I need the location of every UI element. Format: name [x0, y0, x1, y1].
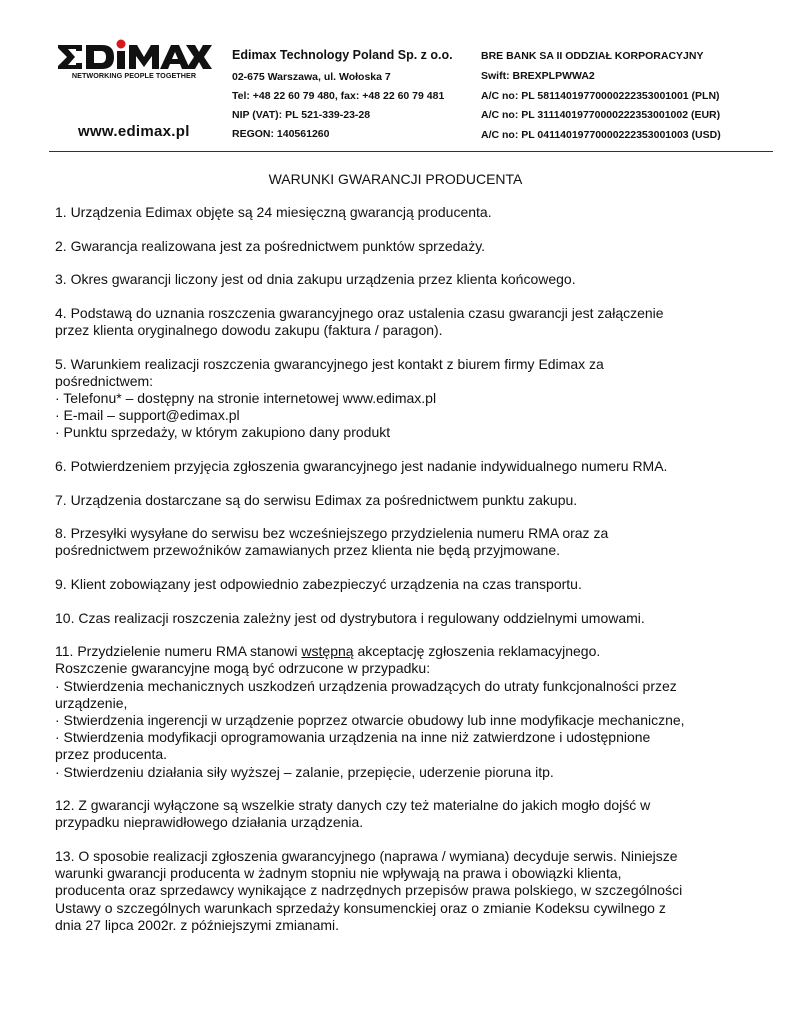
text-line: przez klienta oryginalnego dowodu zakupu (faktura / paragon).: [55, 321, 443, 338]
company-nip: NIP (VAT): PL 521-339-23-28: [232, 109, 371, 121]
text-line: 8. Przesyłki wysyłane do serwisu bez wcześniejszego przydzielenia numeru RMA oraz za: [55, 525, 609, 542]
company-name: Edimax Technology Poland Sp. z o.o.: [232, 48, 453, 62]
contact-email-item: · E-mail – support@edimax.pl: [55, 407, 240, 424]
underlined-word: wstępną: [301, 643, 354, 660]
paragraph-4: [55, 305, 755, 339]
header-divider: [49, 151, 773, 152]
company-regon: REGON: 140561260: [232, 128, 330, 140]
paragraph-6: [55, 458, 755, 475]
text-line: pośrednictwem przewoźników zamawianych przez klienta nie będą przyjmowane.: [55, 542, 561, 559]
text-line: Ustawy o szczególnych warunkach sprzedaży konsumenckiej oraz o zmianie Kodeksu cywilnego z: [55, 899, 666, 916]
text-line: 2. Gwarancja realizowana jest za pośrednictwem punktów sprzedaży.: [55, 237, 486, 254]
paragraph-9: [55, 576, 755, 593]
website-url[interactable]: www.edimax.pl: [78, 123, 190, 140]
text-line: warunki gwarancji producenta w żadnym stopniu nie wpływają na prawa i obowiązki klienta,: [55, 865, 622, 882]
text-line: przez producenta.: [55, 746, 168, 763]
warranty-terms: [55, 204, 755, 950]
paragraph-5: [55, 356, 755, 442]
text-line: 13. O sposobie realizacji zgłoszenia gwarancyjnego (naprawa / wymiana) decyduje serwis. Niniejsze: [55, 847, 678, 864]
bank-info: [481, 48, 721, 147]
text-run: akceptację zgłoszenia reklamacyjnego.: [353, 643, 601, 660]
paragraph-1: [55, 204, 755, 221]
company-address: 02-675 Warszawa, ul. Wołoska 7: [232, 71, 391, 83]
text-line: dnia 27 lipca 2002r. z późniejszymi zmianami.: [55, 916, 340, 933]
paragraph-12: [55, 797, 755, 831]
paragraph-7: [55, 492, 755, 509]
text-line: urządzenie,: [55, 694, 128, 711]
document-title: WARUNKI GWARANCJI PRODUCENTA: [268, 171, 523, 187]
edimax-logo-mark: [56, 38, 212, 70]
logo-red-dot: [117, 40, 126, 49]
paragraph-3: [55, 271, 755, 288]
exclusion-item: · Stwierdzeniu działania siły wyższej – zalanie, przepięcie, uderzenie pioruna itp.: [55, 763, 554, 780]
text-line: 5. Warunkiem realizacji roszczenia gwarancyjnego jest kontakt z biurem firmy Edimax za: [55, 355, 604, 372]
text-line: 1. Urządzenia Edimax objęte są 24 miesięczną gwarancją producenta.: [55, 204, 492, 220]
text-line: 6. Potwierdzeniem przyjęcia zgłoszenia gwarancyjnego jest nadanie indywidualnego numeru RMA.: [55, 457, 668, 474]
bank-account-pln: A/C no: PL 58114019770000222353001001 (PLN): [481, 89, 720, 102]
paragraph-8: [55, 525, 755, 559]
paragraph-2: [55, 238, 755, 255]
contact-phone-item: · Telefonu* – dostępny na stronie internetowej www.edimax.pl: [55, 389, 437, 406]
contact-shop-item: · Punktu sprzedaży, w którym zakupiono dany produkt: [55, 424, 391, 441]
text-line: 4. Podstawą do uznania roszczenia gwarancyjnego oraz ustalenia czasu gwarancji jest załączenie: [55, 304, 664, 321]
letterhead: [0, 0, 791, 152]
text-line: 3. Okres gwarancji liczony jest od dnia zakupu urządzenia przez klienta końcowego.: [55, 271, 576, 288]
paragraph-10: [55, 610, 755, 627]
text-line: pośrednictwem:: [55, 372, 154, 389]
company-info: [232, 46, 453, 144]
bank-account-eur: A/C no: PL 31114019770000222353001002 (EUR): [481, 109, 721, 122]
text-line: 7. Urządzenia dostarczane są do serwisu Edimax za pośrednictwem punktu zakupu.: [55, 491, 578, 508]
bank-account-usd: A/C no: PL 04114019770000222353001003 (USD): [481, 129, 721, 142]
text-line: 10. Czas realizacji roszczenia zależny jest od dystrybutora i regulowany oddzielnymi umowami.: [55, 609, 645, 626]
paragraph-13: [55, 848, 755, 934]
text-line: Roszczenie gwarancyjne mogą być odrzucone w przypadku:: [55, 660, 431, 677]
company-phone: Tel: +48 22 60 79 480, fax: +48 22 60 79 481: [232, 90, 445, 102]
edimax-logo: [56, 38, 212, 80]
text-line: 9. Klient zobowiązany jest odpowiednio zabezpieczyć urządzenia na czas transportu.: [55, 575, 582, 592]
logo-tagline: NETWORKING PEOPLE TOGETHER: [71, 71, 197, 80]
exclusion-item: · Stwierdzenia ingerencji w urządzenie poprzez otwarcie obudowy lub inne modyfikacje mechaniczne,: [55, 711, 685, 728]
exclusion-item: · Stwierdzenia mechanicznych uszkodzeń urządzenia prowadzących do utraty funkcjonalności przez: [55, 677, 677, 694]
text-run: 11. Przydzielenie numeru RMA stanowi: [55, 643, 302, 660]
bank-swift: Swift: BREXPLPWWA2: [481, 70, 595, 82]
text-line: 12. Z gwarancji wyłączone są wszelkie straty danych czy też materialne do jakich mogło dojść w: [55, 797, 651, 814]
text-line: przypadku nieprawidłowego działania urządzenia.: [55, 814, 364, 831]
bank-name: BRE BANK SA II ODDZIAŁ KORPORACYJNY: [481, 50, 704, 62]
text-line: [55, 643, 755, 660]
text-line: producenta oraz sprzedawcy wynikające z nadrzędnych przepisów prawa polskiego, w szczególności: [55, 882, 683, 899]
exclusion-item: · Stwierdzenia modyfikacji oprogramowania urządzenia na inne niż zatwierdzone i udostępnione: [55, 729, 651, 746]
paragraph-11: [55, 643, 755, 781]
